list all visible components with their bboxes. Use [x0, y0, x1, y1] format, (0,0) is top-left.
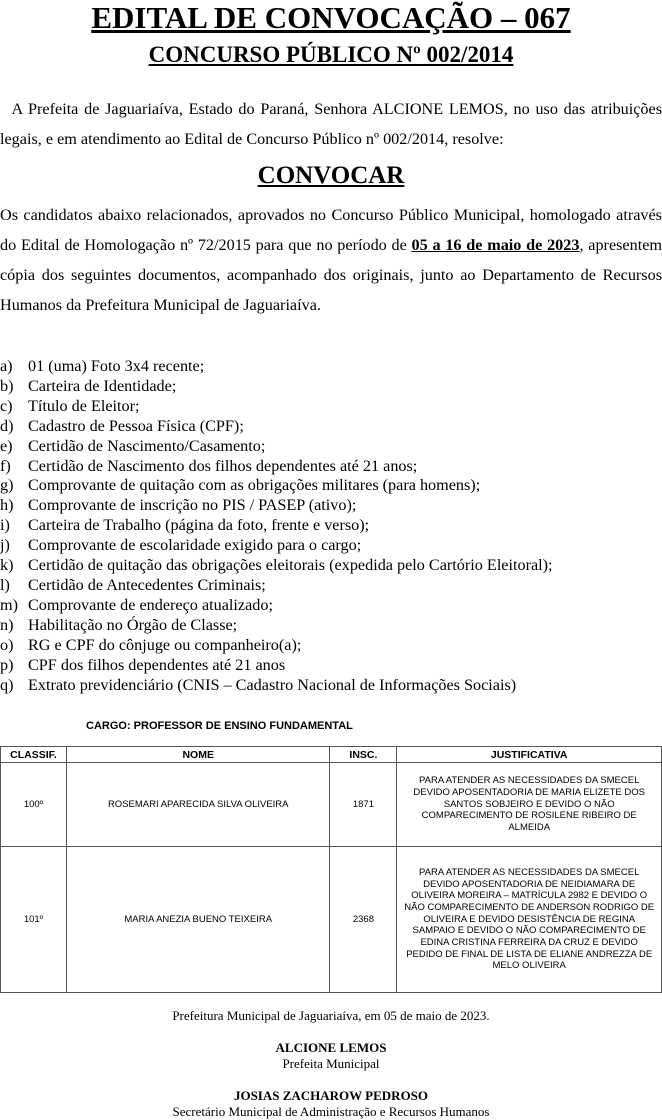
- item-text: Comprovante de escolaridade exigido para o cargo;: [28, 536, 362, 555]
- item-key: j): [0, 536, 10, 555]
- item-key: a): [0, 357, 13, 375]
- body-text-end: , apresentem cópia dos seguintes documentos, acompanhado dos originais, junto ao Departamento de Recursos Humanos da Prefeitura Municipal de Jaguariaíva.: [0, 236, 662, 314]
- document-item: [0, 576, 553, 596]
- item-text: Comprovante de inscrição no PIS / PASEP (ativo);: [28, 496, 357, 515]
- place-date: Prefeitura Municipal de Jaguariaíva, em 05 de maio de 2023.: [172, 1008, 490, 1023]
- cell-nome: MARIA ANEZIA BUENO TEIXEIRA: [66, 847, 330, 993]
- signer2-name: JOSIAS ZACHAROW PEDROSO: [233, 1088, 429, 1103]
- document-item: [0, 656, 553, 676]
- item-key: b): [0, 376, 14, 395]
- item-key: q): [0, 675, 14, 694]
- document-item: [0, 397, 553, 417]
- document-item: [0, 377, 553, 397]
- document-item: [0, 596, 553, 616]
- item-text: Certidão de quitação das obrigações eleitorais (expedida pelo Cartório Eleitoral);: [28, 556, 553, 575]
- item-key: f): [0, 456, 11, 475]
- action-heading: CONVOCAR: [257, 162, 405, 189]
- document-item: [0, 357, 553, 377]
- item-text: Extrato previdenciário (CNIS – Cadastro Nacional de Informações Sociais): [28, 675, 517, 694]
- cell-classif: 101º: [1, 847, 67, 993]
- item-text: RG e CPF do cônjuge ou companheiro(a);: [28, 635, 302, 654]
- document-title: EDITAL DE CONVOCAÇÃO – 067: [91, 0, 571, 35]
- document-item: [0, 476, 553, 496]
- item-key: n): [0, 615, 14, 634]
- document-item: [0, 496, 553, 516]
- item-key: l): [0, 575, 10, 594]
- item-key: i): [0, 516, 10, 535]
- item-text: 01 (uma) Foto 3x4 recente;: [28, 357, 205, 375]
- item-text: Comprovante de quitação com as obrigações militares (para homens);: [28, 476, 481, 495]
- header-nome: NOME: [66, 747, 330, 763]
- header-classif: CLASSIF.: [1, 747, 67, 763]
- document-item: [0, 457, 553, 477]
- document-item: [0, 676, 553, 696]
- item-key: h): [0, 496, 14, 515]
- header-insc: INSC.: [330, 747, 397, 763]
- item-text: Cadastro de Pessoa Física (CPF);: [28, 416, 244, 435]
- candidates-table: [0, 746, 662, 993]
- document-subtitle: CONCURSO PÚBLICO Nº 002/2014: [148, 42, 514, 67]
- item-text: Carteira de Identidade;: [28, 376, 177, 395]
- item-text: Certidão de Antecedentes Criminais;: [28, 575, 266, 594]
- cell-justificativa: PARA ATENDER AS NECESSIDADES DA SMECEL DEVIDO APOSENTADORIA DE MARIA ELIZETE DOS SANTOS SOBJEIRO E DEVIDO O NÃO COMPARECIMENTO DE ROSILENE RIBEIRO DE ALMEIDA: [397, 763, 662, 847]
- intro-text: A Prefeita de Jaguariaíva, Estado do Paraná, Senhora ALCIONE LEMOS, no uso das atribuições legais, e em atendimento ao Edital de Concurso Público nº 002/2014, resolve:: [0, 100, 662, 148]
- table-row: [1, 763, 662, 847]
- intro-paragraph: [0, 94, 662, 154]
- cargo-label: CARGO: PROFESSOR DE ENSINO FUNDAMENTAL: [86, 720, 353, 732]
- cell-nome: ROSEMARI APARECIDA SILVA OLIVEIRA: [66, 763, 330, 847]
- period-highlight: 05 a 16 de maio de 2023: [411, 236, 580, 254]
- cell-insc: 1871: [330, 763, 397, 847]
- document-item: [0, 616, 553, 636]
- item-text: CPF dos filhos dependentes até 21 anos: [28, 655, 286, 674]
- document-item: [0, 417, 553, 437]
- item-text: Título de Eleitor;: [28, 396, 140, 415]
- item-key: c): [0, 396, 13, 415]
- item-key: g): [0, 476, 14, 495]
- documents-list: [0, 357, 553, 695]
- item-text: Certidão de Nascimento dos filhos dependentes até 21 anos;: [28, 456, 418, 475]
- item-text: Habilitação no Órgão de Classe;: [28, 615, 238, 634]
- header-justificativa: JUSTIFICATIVA: [397, 747, 662, 763]
- item-key: k): [0, 556, 14, 575]
- document-item: [0, 516, 553, 536]
- body-text: Os candidatos abaixo relacionados, aprovados no Concurso Público Municipal, homologado através do Edital de Homologação nº 72/2015 para que no período de: [0, 206, 662, 254]
- document-item: [0, 536, 553, 556]
- document-item: [0, 636, 553, 656]
- document-item: [0, 556, 553, 576]
- body-paragraph: [0, 200, 662, 320]
- item-key: e): [0, 436, 13, 455]
- item-text: Carteira de Trabalho (página da foto, frente e verso);: [28, 516, 370, 535]
- item-text: Certidão de Nascimento/Casamento;: [28, 436, 266, 455]
- table-row: [1, 847, 662, 993]
- signer2-role: Secretário Municipal de Administração e Recursos Humanos: [172, 1104, 490, 1119]
- item-key: p): [0, 655, 14, 674]
- signer1-role: Prefeita Municipal: [282, 1056, 380, 1071]
- document-item: [0, 437, 553, 457]
- signer1-name: ALCIONE LEMOS: [275, 1040, 387, 1055]
- item-text: Comprovante de endereço atualizado;: [28, 595, 273, 614]
- item-key: o): [0, 635, 14, 654]
- cell-justificativa: PARA ATENDER AS NECESSIDADES DA SMECEL DEVIDO APOSENTADORIA DE NEIDIAMARA DE OLIVEIRA MOREIRA – MATRÍCULA 2982 E DEVIDO O NÃO COMPARECIMENTO DE ANDERSON RODRIGO DE OLIVEIRA E DEVIDO DESISTÊNCIA DE REGINA SAMPAIO E DEVIDO O NÃO COMPARECIMENTO DE EDINA CRISTINA FERREIRA DA CRUZ E DEVIDO PEDIDO DE FINAL DE LISTA DE ELIANE ANDREZZA DE MELO OLIVEIRA: [397, 847, 662, 993]
- item-key: m): [0, 595, 18, 614]
- cell-classif: 100º: [1, 763, 67, 847]
- cell-insc: 2368: [330, 847, 397, 993]
- item-key: d): [0, 416, 14, 435]
